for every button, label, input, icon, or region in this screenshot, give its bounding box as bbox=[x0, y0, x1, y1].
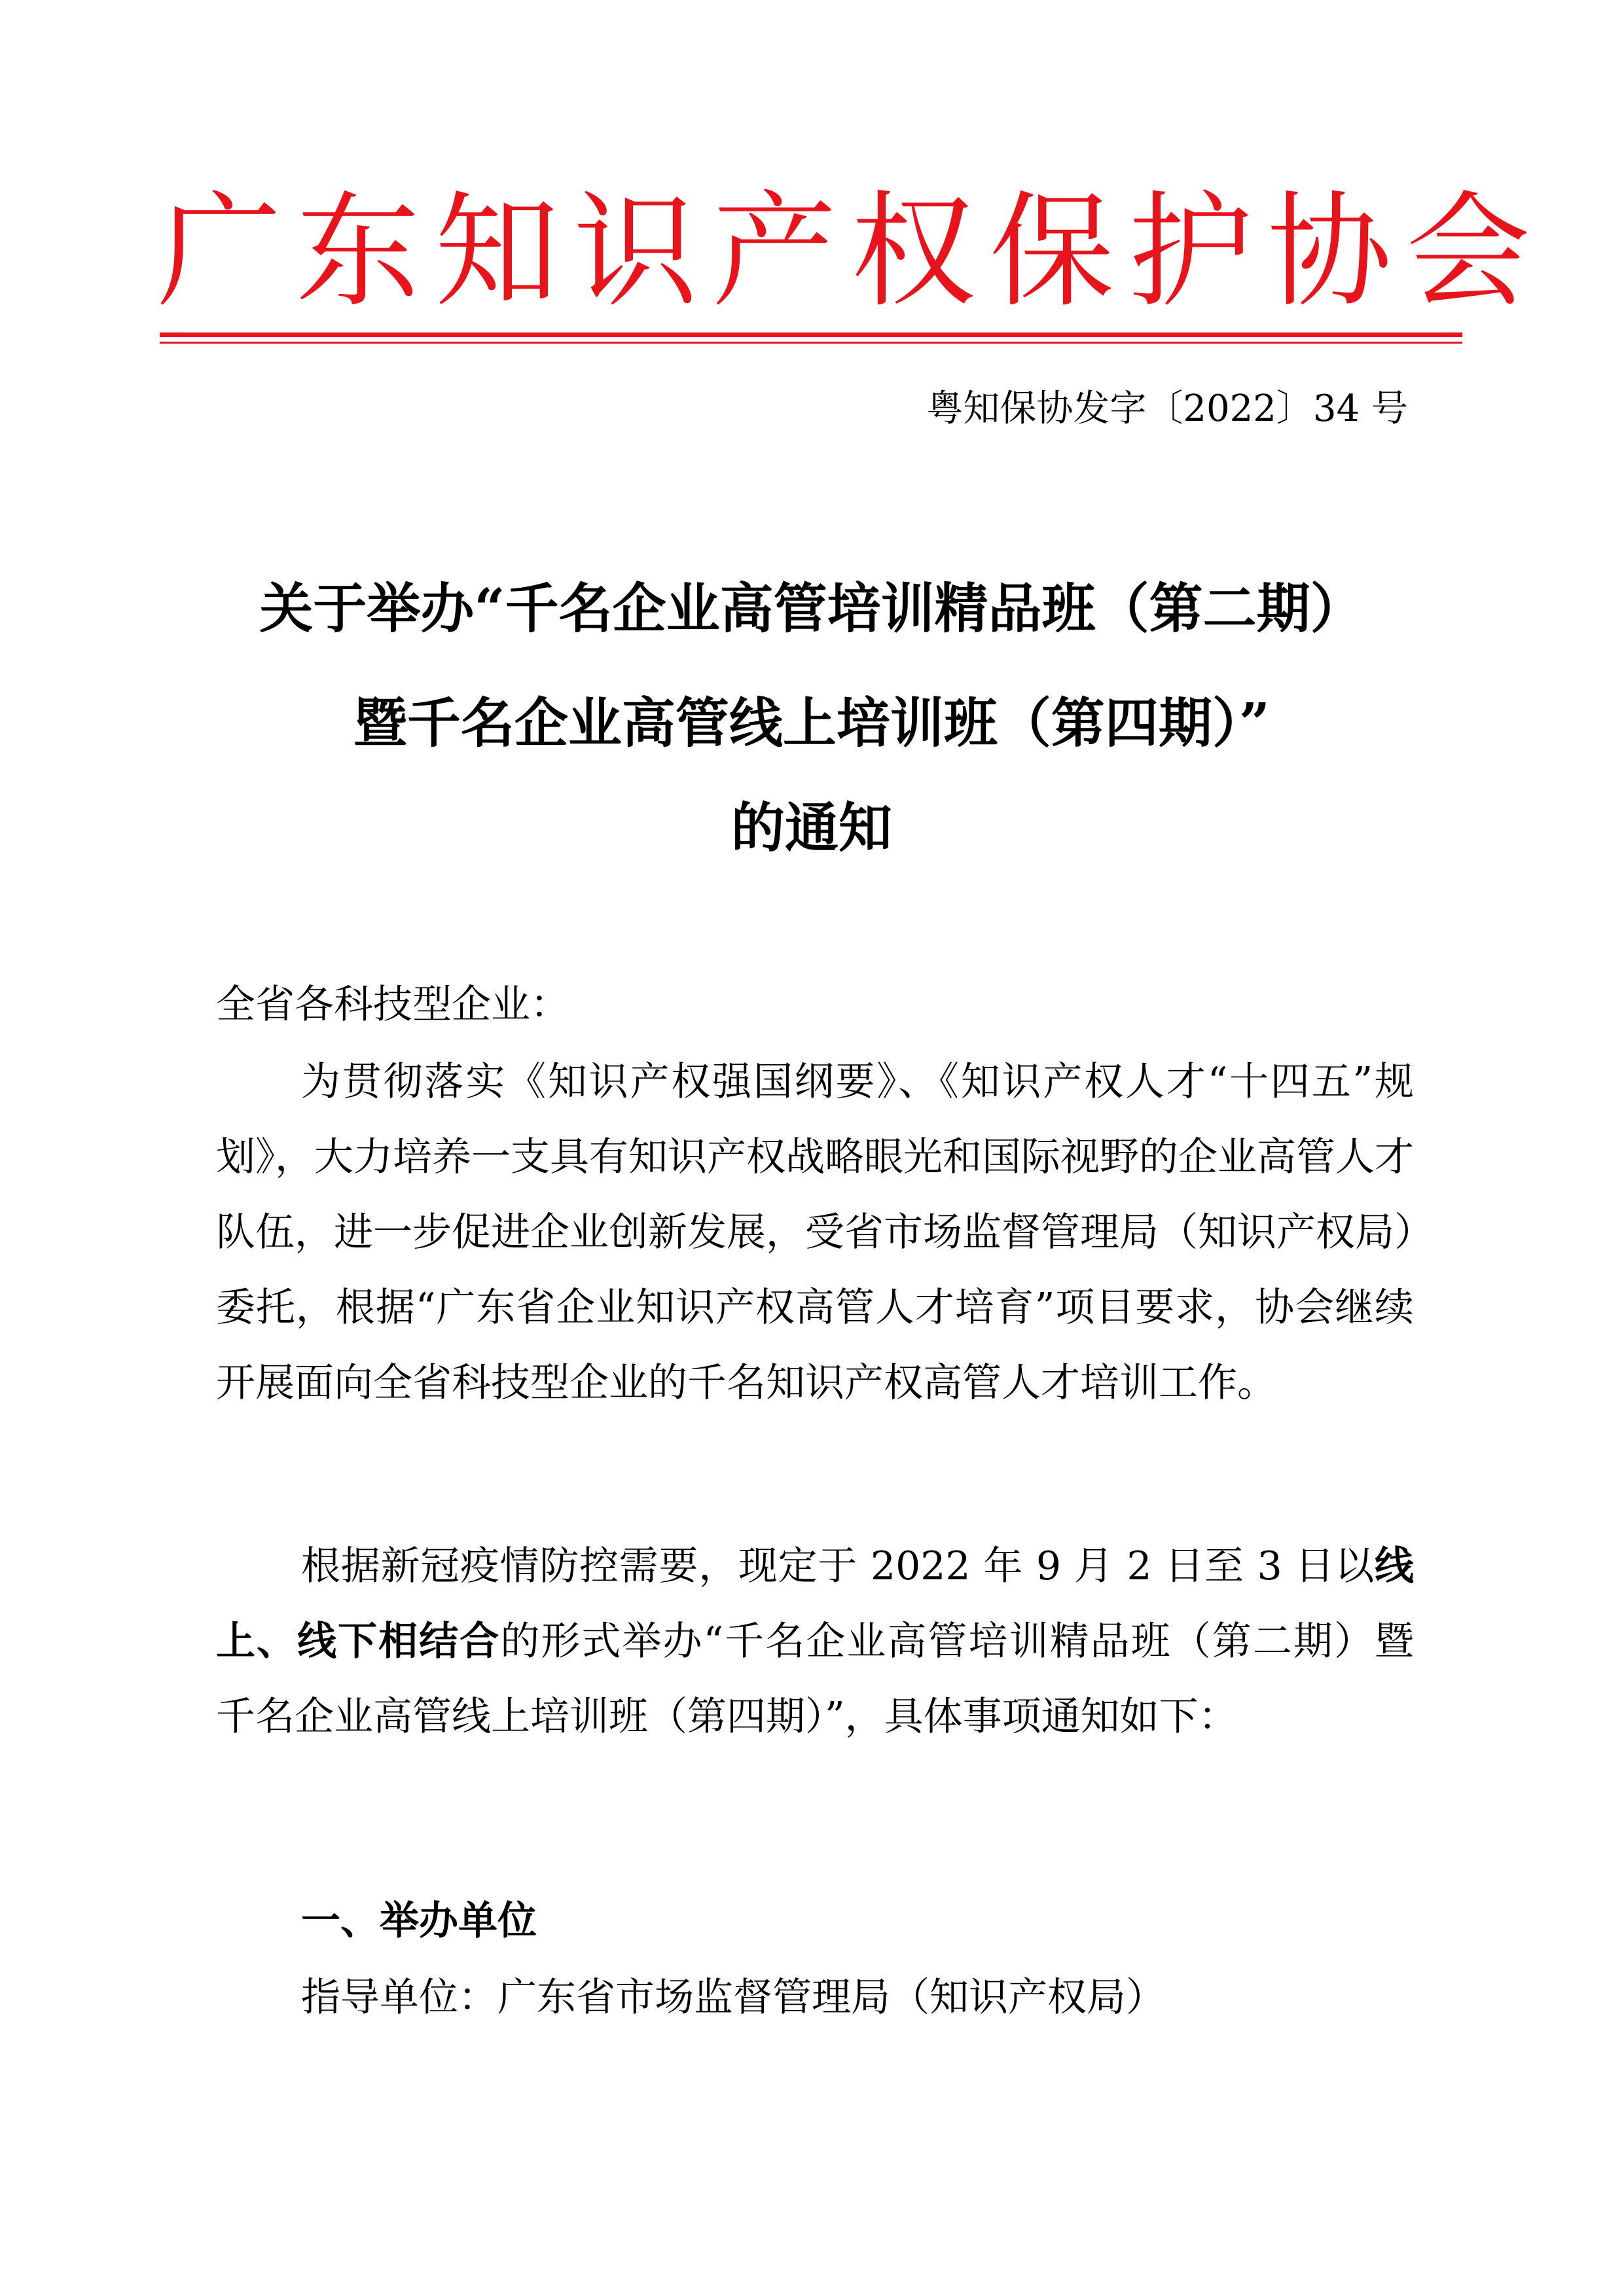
title-line-1: 关于举办“千名企业高管培训精品班（第二期） bbox=[259, 577, 1364, 640]
paragraph-2 bbox=[216, 1529, 1414, 1755]
salutation: 全省各科技型企业： bbox=[216, 982, 569, 1028]
paragraph-2-bold-phrase: 线上、线下相结合 bbox=[216, 1543, 1414, 1664]
masthead-rule-thin bbox=[160, 342, 1462, 344]
title-line-2: 暨千名企业高管线上培训班（第四期）” bbox=[353, 692, 1271, 755]
section-1-heading: 一、举办单位 bbox=[301, 1898, 537, 1944]
paragraph-1: 为贯彻落实《知识产权强国纲要》、《知识产权人才“十四五”规划》，大力培养一支具有知识产权战略眼光和国际视野的企业高管人才队伍，进一步促进企业创新发展，受省市场监督管理局（知识产权局）委托，根据“广东省企业知识产权高管人才培育”项目要求，协会继续开展面向全省科技型企业的千名知识产权高管人才培训工作。 bbox=[216, 1059, 1414, 1406]
paragraph-2-part-1: 根据新冠疫情防控需要，现定于 2022 年 9 月 2 日至 3 日以 bbox=[301, 1543, 1375, 1589]
document-number: 粤知保协发字〔2022〕34 号 bbox=[926, 387, 1408, 430]
masthead-rule-thick bbox=[160, 332, 1462, 337]
masthead-org-name: 广东知识产权保护协会 bbox=[157, 179, 1545, 324]
guide-unit-line: 指导单位：广东省市场监督管理局（知识产权局） bbox=[301, 1975, 1165, 2020]
paragraph-2-part-2: 的形式举办“千名企业高管培训精品班（第二期）暨千名企业高管线上培训班（第四期）”，具体事项通知如下： bbox=[216, 1619, 1414, 1740]
title-line-3: 的通知 bbox=[731, 797, 892, 859]
